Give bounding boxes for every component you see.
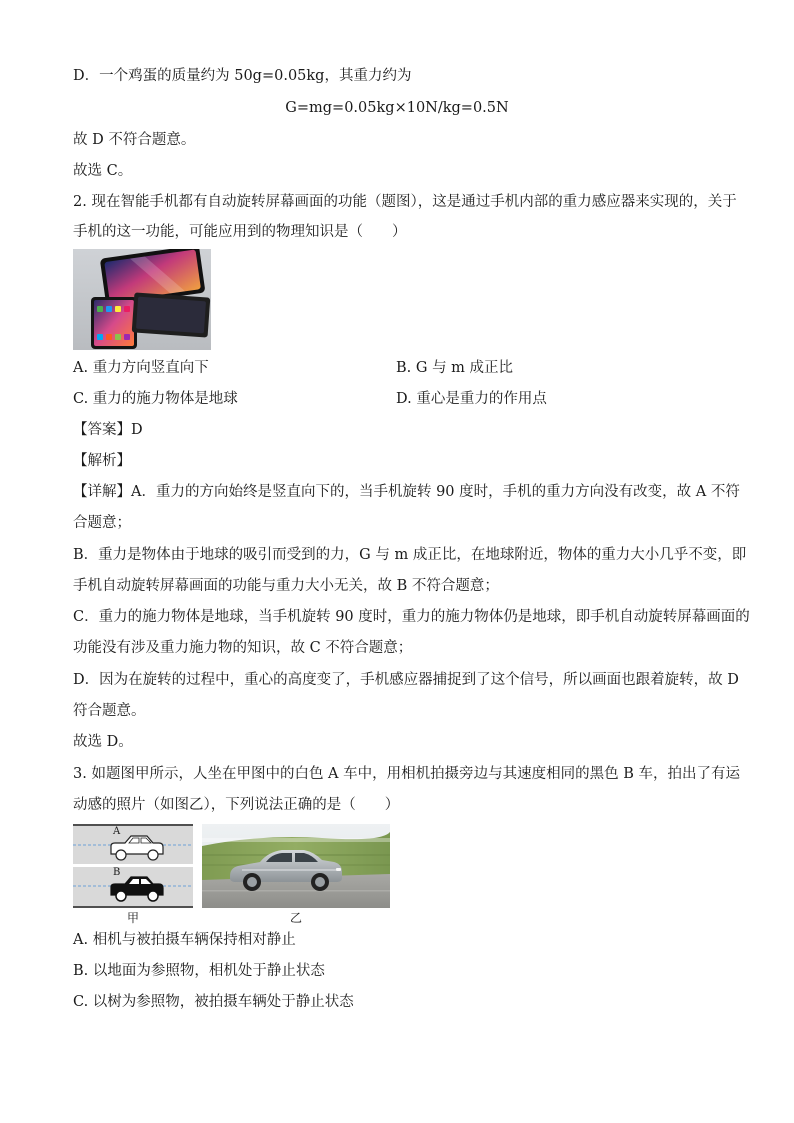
q2-detail-a-line2: 合题意； [73, 515, 131, 531]
q2-analysis-label: 【解析】 [73, 453, 131, 469]
q2-stem-line1: 2. 现在智能手机都有自动旋转屏幕画面的功能（题图），这是通过手机内部的重力感应器来实现的，关于 [73, 194, 737, 210]
q3-car-photo [202, 824, 390, 908]
q3-lane-diagram [73, 824, 193, 908]
car-a-label: A [113, 826, 121, 837]
car-b-label: B [113, 867, 121, 878]
q2-detail-a-line1: 【详解】A．重力的方向始终是竖直向下的，当手机旋转 90 度时，手机的重力方向没有改变，故 A 不符 [73, 484, 740, 500]
q3-option-b: B. 以地面为参照物，相机处于静止状态 [73, 963, 325, 979]
q3-stem-line1: 3. 如题图甲所示，人坐在甲图中的白色 A 车中，用相机拍摄旁边与其速度相同的黑色 B 车，拍出了有运 [73, 766, 741, 782]
q2-answer: 【答案】D [73, 422, 143, 438]
q2-choice: 故选 D。 [73, 734, 133, 750]
prev-option-d: D．一个鸡蛋的质量约为 50g=0.05kg，其重力约为 [73, 68, 412, 84]
q2-option-b: B. G 与 m 成正比 [396, 360, 514, 376]
q2-stem-line2: 手机的这一功能，可能应用到的物理知识是（ ） [73, 224, 407, 240]
q3-figure-jia-caption: 甲 [126, 911, 139, 925]
q2-detail-d-line2: 符合题意。 [73, 703, 146, 719]
q2-detail-d-line1: D．因为在旋转的过程中，重心的高度变了，手机感应器捕捉到了这个信号，所以画面也跟着旋转，故 D [73, 672, 739, 688]
q2-detail-c-line2: 功能没有涉及重力施力物的知识，故 C 不符合题意； [73, 640, 413, 656]
prev-choice: 故选 C。 [73, 163, 133, 179]
q3-stem-line2: 动感的照片（如图乙），下列说法正确的是（ ） [73, 797, 400, 813]
q3-figure-yi-caption: 乙 [289, 911, 302, 925]
q3-option-a: A. 相机与被拍摄车辆保持相对静止 [73, 932, 296, 948]
prev-d-conclusion: 故 D 不符合题意。 [73, 132, 196, 148]
q2-option-d: D. 重心是重力的作用点 [396, 391, 547, 407]
q2-option-c: C. 重力的施力物体是地球 [73, 391, 238, 407]
q2-detail-c-line1: C．重力的施力物体是地球，当手机旋转 90 度时，重力的施力物体仍是地球，即手机自动旋转屏幕画面的 [73, 609, 750, 625]
q2-option-a: A. 重力方向竖直向下 [73, 360, 209, 376]
q2-detail-b-line2: 手机自动旋转屏幕画面的功能与重力大小无关，故 B 不符合题意； [73, 578, 499, 594]
q3-option-c: C. 以树为参照物，被拍摄车辆处于静止状态 [73, 994, 354, 1010]
gravity-formula: G=mg=0.05kg×10N/kg=0.5N [285, 100, 509, 116]
q2-detail-b-line1: B．重力是物体由于地球的吸引而受到的力，G 与 m 成正比，在地球附近，物体的重力大小几乎不变，即 [73, 547, 747, 563]
q2-phone-photo [73, 249, 211, 350]
